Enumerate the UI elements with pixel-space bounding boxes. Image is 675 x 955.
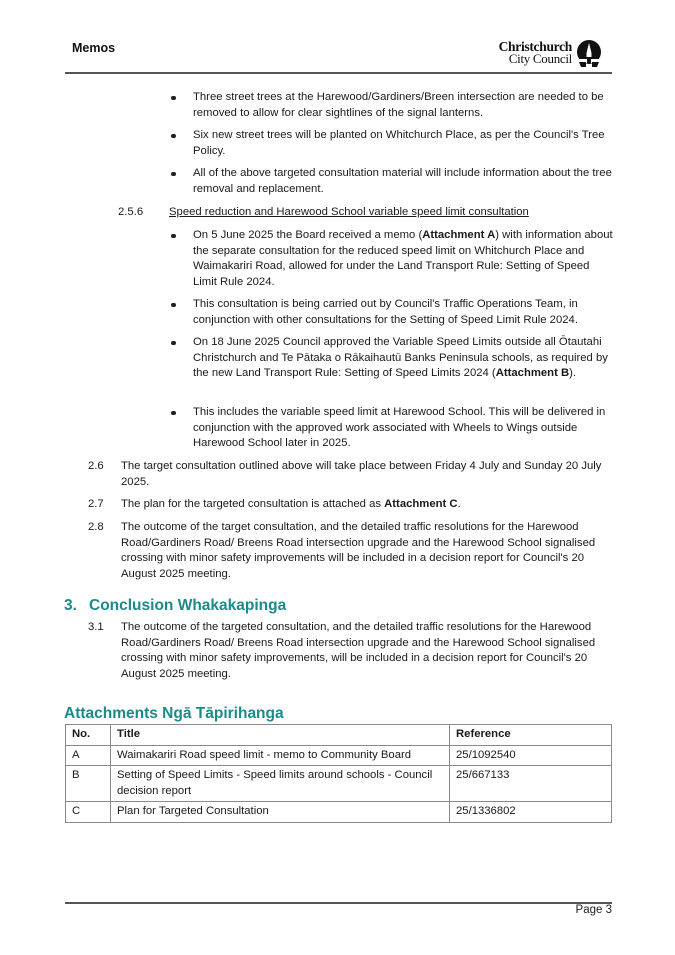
section-number: 3. — [64, 597, 77, 614]
bullet-text: Three street trees at the Harewood/Gardiners/Breen intersection are needed to be removed to allow for clear sightlines of the signal lanterns. — [193, 91, 604, 119]
subsection-title: Speed reduction and Harewood School variable speed limit consultation — [169, 206, 529, 218]
header-rule — [65, 72, 612, 74]
bullet-item — [168, 297, 613, 328]
paragraph-text: The outcome of the target consultation, and the detailed traffic resolutions for the Harewood Road/Gardiners Road/ Breens Road intersection upgrade and the Harewood School signalised crossing with minor safety improvements will be included in a decision report for Council's 20 August 2025 meeting. — [121, 521, 596, 580]
column-header-no: No. — [66, 725, 111, 746]
bullet-text: Six new street trees will be planted on Whitchurch Place, as per the Council's Tree Policy. — [193, 129, 605, 157]
section-title: Conclusion Whakakapinga — [89, 597, 287, 614]
bullet-text: This consultation is being carried out by Council's Traffic Operations Team, in conjunction with other consultations for the Setting of Speed Limit Rule 2024. — [193, 298, 578, 326]
section-heading — [64, 597, 286, 615]
paragraph-text: The target consultation outlined above will take place between Friday 4 July and Sunday 20 July 2025. — [121, 460, 602, 488]
logo-text — [499, 41, 572, 65]
page-number: Page 3 — [575, 904, 612, 916]
logo-line-1: Christchurch — [498, 39, 572, 54]
bullet-icon — [171, 411, 176, 416]
bullet-item — [168, 90, 613, 121]
bullet-item — [168, 228, 613, 290]
logo-line-2: City Council — [508, 51, 572, 66]
numbered-paragraph — [88, 497, 613, 513]
bullet-item — [168, 405, 613, 452]
bullet-item — [168, 166, 613, 197]
bullet-text: This includes the variable speed limit at Harewood School. This will be delivered in conjunction with the approved work associated with Wheels to Wings outside Harewood School later in 2025. — [193, 406, 606, 450]
numbered-paragraph — [88, 620, 613, 682]
attachments-table — [65, 724, 612, 823]
bullet-icon — [171, 172, 176, 177]
bullet-icon — [171, 134, 176, 139]
cell-no: A — [66, 745, 111, 766]
bullet-item — [168, 335, 613, 382]
bullet-text: On 5 June 2025 the Board received a memo (Attachment A) with information about the separate consultation for the reduced speed limit on Whitchurch Place and Waimakariri Road, allowed for under the Land Transport Rule: Setting of Speed Limit Rule 2024. — [193, 229, 613, 288]
paragraph-number: 2.8 — [88, 521, 104, 533]
column-header-reference: Reference — [450, 725, 612, 746]
paragraph-number: 2.7 — [88, 498, 104, 510]
cathedral-logo-icon — [576, 40, 602, 68]
cell-no: C — [66, 802, 111, 823]
table-row — [66, 745, 612, 766]
paragraph-number: 2.6 — [88, 460, 104, 472]
paragraph-text: The outcome of the targeted consultation, and the detailed traffic resolutions for the Harewood Road/Gardiners Road/ Breens Road intersection upgrade and the Harewood School signalised crossing with minor safety improvements, will be included in a decision report for Council's 20 August 2025 meeting. — [121, 621, 596, 680]
cell-no: B — [66, 766, 111, 802]
attachments-heading: Attachments Ngā Tāpirihanga — [64, 705, 284, 722]
numbered-paragraph — [88, 459, 613, 490]
paragraph-text: The plan for the targeted consultation is attached as Attachment C. — [121, 498, 461, 510]
cell-reference: 25/1336802 — [450, 802, 612, 823]
table-row — [66, 802, 612, 823]
attachment-reference: Attachment C — [384, 498, 458, 510]
footer-rule — [65, 902, 612, 904]
bullet-icon — [171, 234, 176, 239]
cell-reference: 25/667133 — [450, 766, 612, 802]
cell-title: Plan for Targeted Consultation — [111, 802, 450, 823]
cell-title: Waimakariri Road speed limit - memo to Community Board — [111, 745, 450, 766]
table-header-row — [66, 725, 612, 746]
bullet-icon — [171, 341, 176, 346]
council-logo — [498, 40, 602, 68]
cell-reference: 25/1092540 — [450, 745, 612, 766]
bullet-icon — [171, 303, 176, 308]
cell-title: Setting of Speed Limits - Speed limits around schools - Council decision report — [111, 766, 450, 802]
bullet-icon — [171, 96, 176, 101]
numbered-paragraph — [88, 520, 613, 582]
table-row — [66, 766, 612, 802]
bullet-item — [168, 128, 613, 159]
document-header-title: Memos — [72, 41, 116, 55]
column-header-title: Title — [111, 725, 450, 746]
attachment-reference: Attachment A — [422, 229, 496, 241]
bullet-text: All of the above targeted consultation material will include information about the tree removal and replacement. — [193, 167, 612, 195]
attachment-reference: Attachment B — [495, 367, 570, 380]
bullet-text: On 18 June 2025 Council approved the Variable Speed Limits outside all Ōtautahi Christchurch and Te Pātaka o Rākaihautū Banks Peninsula schools, as required by the new Land Transport Rule: Setting of Speed Limits 2024 (Attachment B). — [193, 336, 608, 380]
paragraph-number: 3.1 — [88, 621, 104, 633]
subsection-number: 2.5.6 — [118, 206, 144, 218]
